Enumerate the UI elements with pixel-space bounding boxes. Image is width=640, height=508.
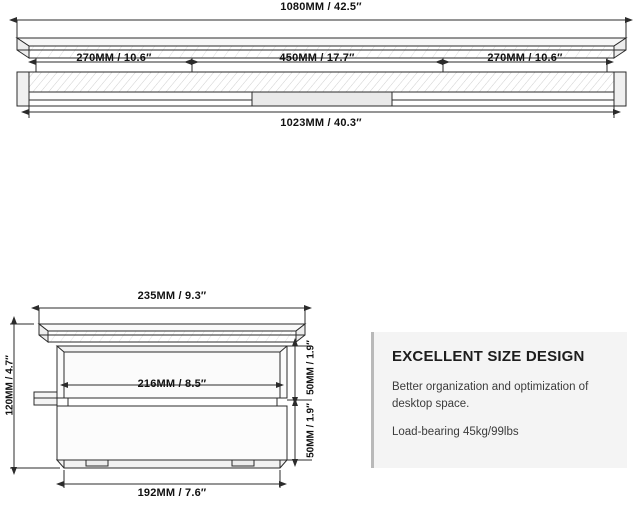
info-panel-title: EXCELLENT SIZE DESIGN bbox=[392, 348, 585, 365]
info-panel-description-line2: desktop space. bbox=[392, 397, 470, 410]
total-height-label: 120MM / 4.7″ bbox=[4, 355, 16, 416]
side-view-svg bbox=[0, 288, 340, 508]
side-top-plate bbox=[39, 324, 305, 342]
upper-gap-label: 50MM / 1.9″ bbox=[305, 340, 317, 395]
overall-width-dimension bbox=[17, 20, 626, 38]
top-depth-dimension bbox=[39, 308, 305, 324]
inner-width-label: 1023MM / 40.3″ bbox=[280, 117, 362, 129]
base-depth-dimension bbox=[64, 470, 280, 488]
info-panel bbox=[371, 332, 627, 468]
base-depth-label: 192MM / 7.6″ bbox=[137, 487, 207, 499]
left-segment-label: 270MM / 10.6″ bbox=[76, 52, 152, 64]
overall-width-label: 1080MM / 42.5″ bbox=[280, 1, 362, 13]
top-depth-label: 235MM / 9.3″ bbox=[137, 290, 207, 302]
lower-compartment bbox=[57, 406, 287, 468]
riser-body bbox=[17, 72, 626, 106]
info-panel-load-bearing: Load-bearing 45kg/99lbs bbox=[392, 426, 519, 439]
center-segment-label: 450MM / 17.7″ bbox=[279, 52, 355, 64]
upper-compartment bbox=[57, 346, 287, 398]
shelf-depth-label: 216MM / 8.5″ bbox=[137, 378, 207, 390]
right-segment-label: 270MM / 10.6″ bbox=[487, 52, 563, 64]
lower-gap-label: 50MM / 1.9″ bbox=[305, 403, 317, 458]
info-panel-description-line1: Better organization and optimization of bbox=[392, 381, 589, 393]
